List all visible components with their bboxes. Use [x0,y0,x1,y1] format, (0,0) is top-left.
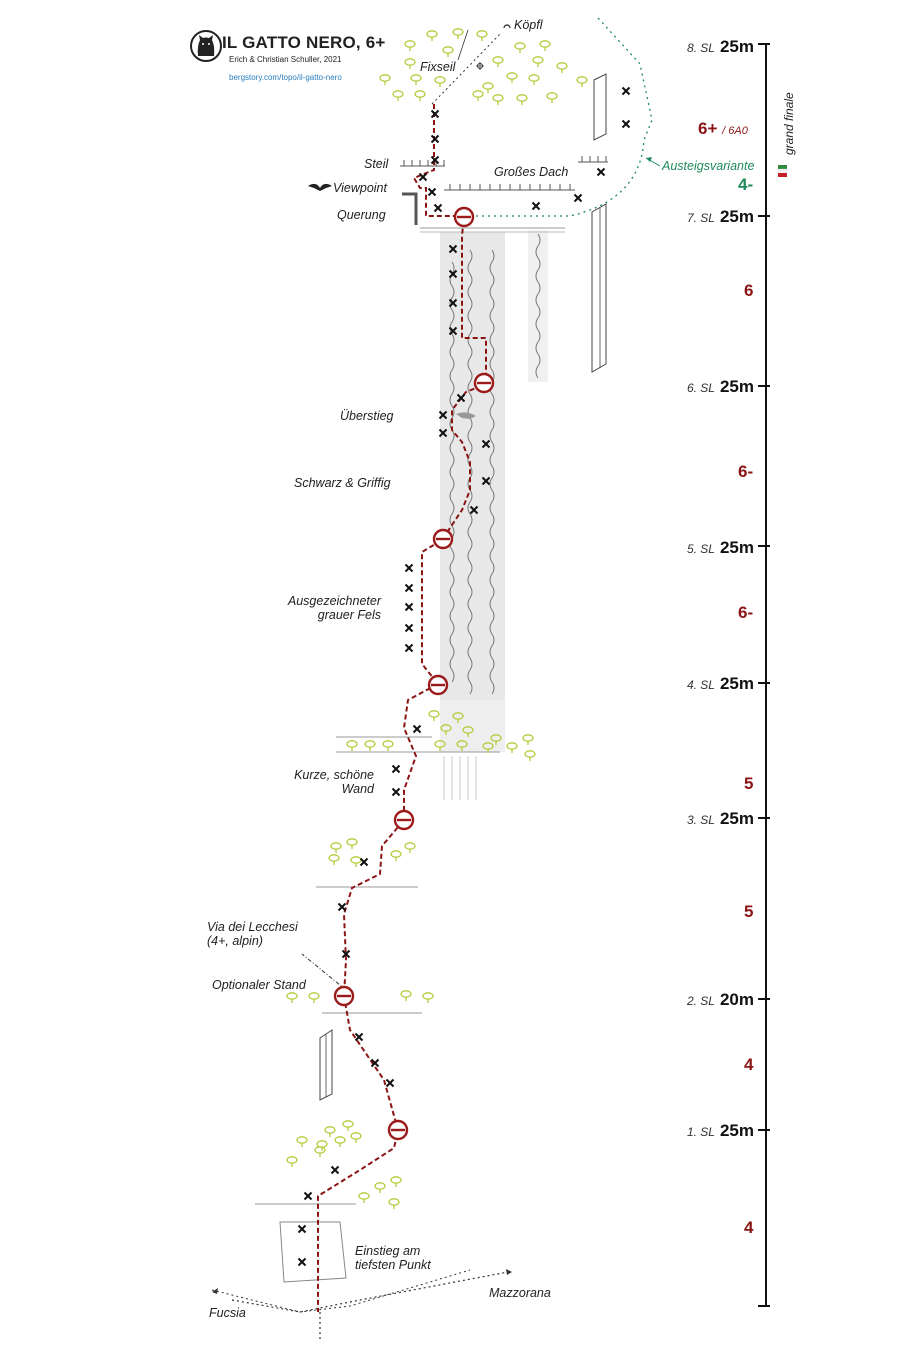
grade-pitch-6: 6- [738,462,754,481]
pitch-6-length: 25m [719,377,754,396]
pitch-7-length: 25m [719,207,754,226]
authors-credit: Erich & Christian Schuller, 2021 [229,55,342,64]
label-koepfl: Köpfl [514,18,543,32]
label-einstieg [355,1244,431,1272]
label-grosses-dach: Großes Dach [494,165,569,179]
source-link[interactable]: bergstory.com/topo/il-gatto-nero [229,73,342,82]
label-lecchesi-line1: Via dei Lecchesi [207,920,298,934]
route-title: IL GATTO NERO, 6+ [222,33,386,52]
pitch-1 [687,1121,754,1141]
label-kurze-wand [290,768,374,796]
flag-italy-icon [778,165,787,177]
pitch-5-number: 5. SL [686,542,715,556]
label-ausgezeichneter-fels [287,594,381,622]
label-mazzorana: Mazzorana [489,1286,551,1300]
pitch-6 [687,377,754,397]
label-fucsia: Fucsia [209,1306,246,1320]
label-ausgezeichneter-line2: grauer Fels [317,608,381,622]
label-lecchesi-line2: (4+, alpin) [207,934,263,948]
pitch-8-length: 25m [719,37,754,56]
grade-variant: 4- [738,175,754,194]
grade-pitch-4: 5 [744,774,754,793]
pitch-7 [687,207,754,227]
grade-pitch-2: 4 [744,1055,754,1074]
grade-pitch-3: 5 [744,902,754,921]
cat-logo-icon [191,31,221,61]
grand-finale-label: grand finale [782,92,796,155]
pitch-2-number: 2. SL [686,994,715,1008]
pitch-7-number: 7. SL [686,211,715,225]
label-kurze-line2: Wand [341,782,374,796]
grade-pitch-1: 4 [744,1218,754,1237]
label-steil: Steil [364,157,389,171]
label-via-dei-lecchesi [207,920,298,948]
label-optionaler-stand: Optionaler Stand [212,978,306,992]
pitch-3 [687,809,754,829]
grade-pitch-8 [698,119,748,139]
label-kurze-line1: Kurze, schöne [294,768,374,782]
pitch-1-length: 25m [719,1121,754,1140]
label-uberstieg: Überstieg [340,409,394,423]
pitch-4-number: 4. SL [686,678,715,692]
pitch-3-number: 3. SL [686,813,715,827]
pitch-8 [687,37,754,57]
pitch-2-length: 20m [719,990,754,1009]
pitch-3-length: 25m [719,809,754,828]
label-einstieg-line2: tiefsten Punkt [355,1258,431,1272]
pitch-8-number: 8. SL [686,41,715,55]
grade-pitch-7: 6 [744,281,754,300]
grade-pitch-5: 6- [738,603,754,622]
pitch-5 [687,538,754,558]
grade-pitch-8-aid: / 6A0 [722,125,748,137]
pitch-6-number: 6. SL [686,381,715,395]
label-querung: Querung [337,208,386,222]
label-austeigsvariante: Austeigsvariante [662,159,755,173]
bird-icon [308,184,332,191]
label-ausgezeichneter-line1: Ausgezeichneter [287,594,381,608]
pitch-4 [687,674,754,694]
label-einstieg-line1: Einstieg am [355,1244,421,1258]
label-fixseil: Fixseil [420,60,456,74]
pitch-4-length: 25m [719,674,754,693]
pitch-2 [687,990,754,1010]
pitch-1-number: 1. SL [686,1125,715,1139]
label-schwarz-griffig: Schwarz & Griffig [294,476,391,490]
koepfl-icon [504,25,510,28]
grade-pitch-8-free: 6+ [698,119,718,138]
pitch-5-length: 25m [719,538,754,557]
label-viewpoint: Viewpoint [333,181,387,195]
pitch-scale-bar [758,44,770,1306]
